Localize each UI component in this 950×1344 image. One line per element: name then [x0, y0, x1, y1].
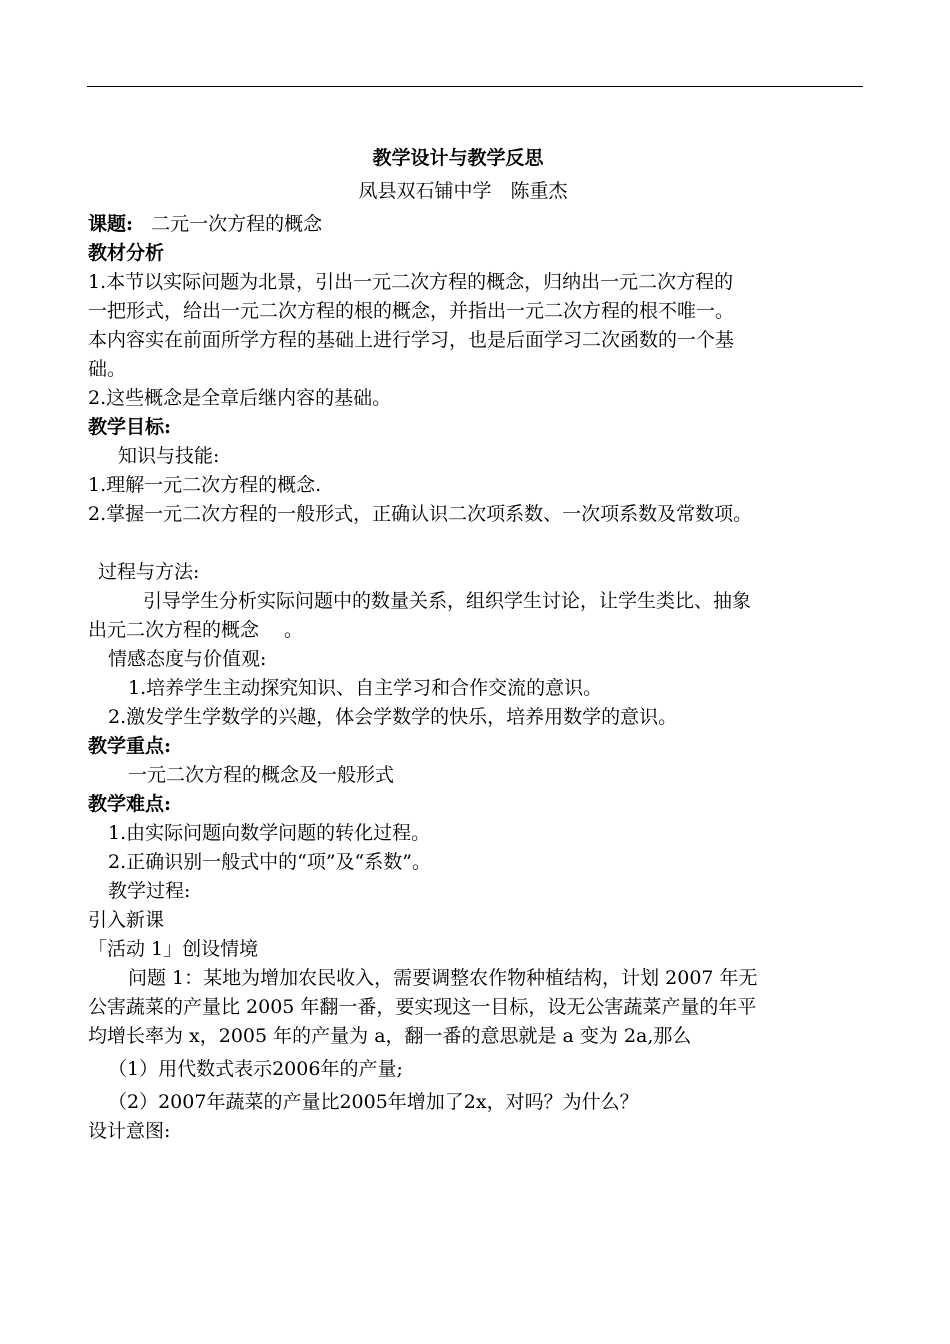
- page-title: 教学设计与教学反思: [372, 147, 544, 169]
- material-p1-line3: 本内容实在前面所学方程的基础上进行学习，也是后面学习二次函数的一个基: [88, 329, 735, 351]
- knowledge-label: 知识与技能:: [118, 445, 220, 467]
- teaching-process-label: 教学过程:: [108, 880, 191, 902]
- course-label: 课题:: [88, 213, 134, 235]
- difficulty-item-1: 1.由实际问题向数学问题的转化过程。: [108, 822, 431, 844]
- emotion-item-1: 1.培养学生主动探究知识、自主学习和合作交流的意识。: [128, 677, 603, 699]
- process-method-line1: 引导学生分析实际问题中的数量关系，组织学生讨论，让学生类比、抽象: [143, 590, 752, 612]
- emotion-label: 情感态度与价值观:: [108, 648, 267, 670]
- intro-line: 引入新课: [88, 909, 165, 931]
- material-p1-line1: 1.本节以实际问题为北景，引出一元二次方程的概念，归纳出一元二次方程的: [88, 271, 734, 293]
- material-p1-line2: 一把形式，给出一元二次方程的根的概念，并指出一元二次方程的根不唯一。: [88, 300, 735, 322]
- question-1: （1）用代数式表示2006年的产量;: [108, 1058, 403, 1080]
- process-method-label: 过程与方法:: [98, 561, 200, 583]
- problem-line-2: 公害蔬菜的产量比 2005 年翻一番，要实现这一目标，设无公害蔬菜产量的年平: [88, 996, 757, 1018]
- document-body: [88, 143, 868, 1146]
- author-line: 凤县双石铺中学 陈重杰: [358, 180, 568, 202]
- difficulties-heading: 教学难点:: [88, 793, 172, 815]
- goals-heading: 教学目标:: [88, 416, 172, 438]
- knowledge-item-1: 1.理解一元二次方程的概念.: [88, 474, 322, 496]
- course-line: [88, 210, 868, 239]
- material-heading: 教材分析: [88, 242, 165, 264]
- emotion-item-2: 2.激发学生学数学的兴趣，体会学数学的快乐，培养用数学的意识。: [108, 706, 678, 728]
- spacer: [88, 529, 868, 558]
- design-intent: 设计意图:: [88, 1120, 171, 1142]
- key-points-content: 一元二次方程的概念及一般形式: [128, 764, 395, 786]
- process-method-line2: 出元二次方程的概念 。: [88, 619, 304, 641]
- problem-line-3: 均增长率为 x，2005 年的产量为 a，翻一番的意思就是 a 变为 2a,那么: [88, 1025, 692, 1047]
- header-rule: [87, 86, 863, 87]
- question-2: （2）2007年蔬菜的产量比2005年增加了2x，对吗？为什么？: [108, 1091, 639, 1113]
- activity-line: 「活动 1」创设情境: [88, 938, 259, 960]
- key-points-heading: 教学重点:: [88, 735, 172, 757]
- knowledge-item-2: 2.掌握一元二次方程的一般形式，正确认识二次项系数、一次项系数及常数项。: [88, 503, 753, 525]
- material-p1-line4: 础。: [88, 358, 127, 380]
- material-p2: 2.这些概念是全章后继内容的基础。: [88, 387, 392, 409]
- difficulty-item-2: 2.正确识别一般式中的“项”及“系数”。: [108, 851, 431, 873]
- problem-line-1: 问题 1：某地为增加农民收入，需要调整农作物种植结构，计划 2007 年无: [128, 967, 758, 989]
- course-value: 二元一次方程的概念: [151, 213, 323, 235]
